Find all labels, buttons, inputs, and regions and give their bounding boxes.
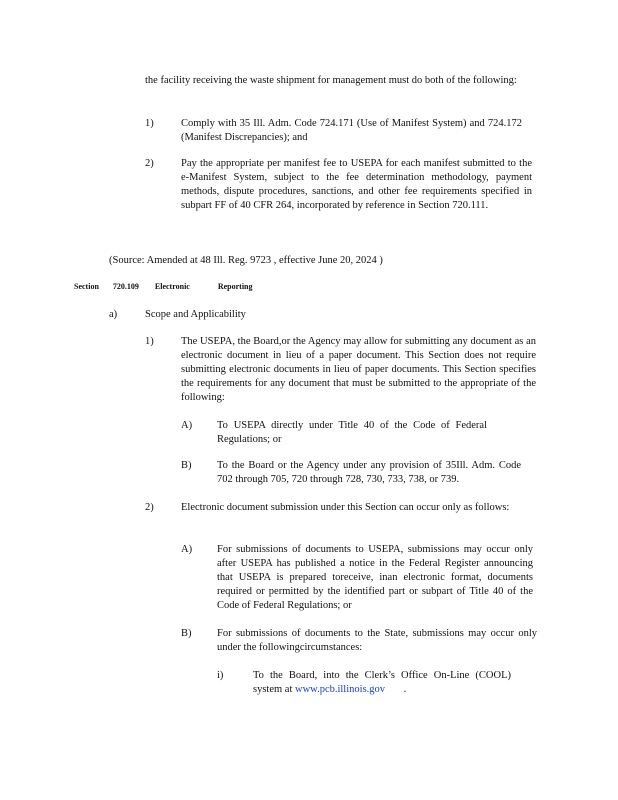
item-text: The USEPA, the Board,or the Agency may allow for submitting any document as an electronic document in lieu of a paper document. This Section does not require submitting electronic documents in lieu of paper documents. This Section specifies the requirements for any document that must be submitted to the appropriate of the following: bbox=[181, 336, 536, 403]
section-number: 720.109 bbox=[112, 282, 139, 291]
item-label: 1) bbox=[145, 336, 154, 347]
subitem-text: To the Board or the Agency under any provision of 35Ill. Adm. Code 702 through 705, 720 through 728, 730, 733, 738, or 739. bbox=[217, 460, 521, 485]
section-word: Section bbox=[74, 282, 99, 291]
intro-paragraph: the facility receiving the waste shipment for management must do both of the following: bbox=[145, 75, 517, 86]
section-title-part1: Electronic bbox=[154, 282, 190, 291]
item-label: 2) bbox=[145, 502, 154, 513]
subsubitem-text bbox=[253, 669, 511, 697]
subsubitem-label: i) bbox=[217, 670, 224, 681]
subsubitem-text-after: . bbox=[403, 684, 407, 695]
subitem-label: A) bbox=[181, 544, 193, 555]
subitem-label: B) bbox=[181, 460, 192, 471]
list-item-text: Comply with 35 Ill. Adm. Code 724.171 (Use of Manifest System) and 724.172 (Manifest Discrepancies); and bbox=[181, 118, 522, 143]
list-item-text: Pay the appropriate per manifest fee to USEPA for each manifest submitted to the e-Manifest System, subject to the fee determination methodology, payment methods, dispute procedures, sanctions, and other fee requirements specified in subpart FF of 40 CFR 264, incorporated by reference in Section 720.111. bbox=[181, 158, 532, 211]
subitem-text: For submissions of documents to USEPA, submissions may occur only after USEPA has published a notice in the Federal Register announcing that USEPA is prepared toreceive, inan electronic format, documents required or permitted by the identified part or subpart of Title 40 of the Code of Federal Regulations; or bbox=[217, 544, 533, 611]
section-title-part2: Reporting bbox=[217, 282, 253, 291]
subitem-label: B) bbox=[181, 628, 192, 639]
source-note: (Source: Amended at 48 Ill. Reg. 9723 , effective June 20, 2024 ) bbox=[109, 255, 383, 266]
section-header bbox=[74, 280, 253, 294]
subitem-text: For submissions of documents to the State, submissions may occur only under the followingcircumstances: bbox=[217, 628, 537, 653]
pcb-website-link[interactable]: www.pcb.illinois.gov bbox=[295, 684, 386, 695]
subsection-title: Scope and Applicability bbox=[145, 309, 246, 320]
item-text: Electronic document submission under this Section can occur only as follows: bbox=[181, 502, 510, 513]
subitem-label: A) bbox=[181, 420, 193, 431]
subsubitem-text-before: To the Board, into the Clerk’s Office On-Line (COOL) system at bbox=[253, 670, 511, 695]
subsection-label: a) bbox=[109, 309, 118, 320]
list-item-label: 1) bbox=[145, 118, 154, 129]
subitem-text: To USEPA directly under Title 40 of the Code of Federal Regulations; or bbox=[217, 420, 487, 445]
list-item-label: 2) bbox=[145, 158, 154, 169]
